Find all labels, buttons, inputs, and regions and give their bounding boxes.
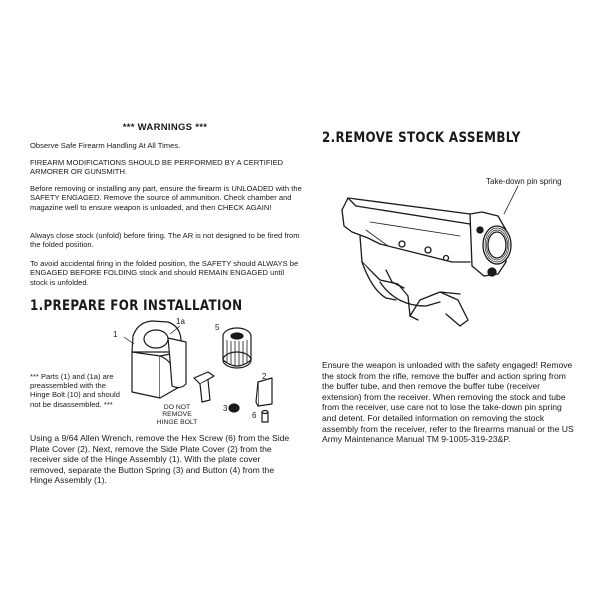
warning-safety-engaged: To avoid accidental firing in the folded position, the SAFETY should ALWAYS be ENGAGED BEFORE FOLDING stock and should REMAIN ENGAGED until stock is unfolded. xyxy=(30,259,299,287)
section2-instructions: Ensure the weapon is unloaded with the safety engaged! Remove the stock from the rifle, remove the buffer and action spring from the buffer tube, and then remove the buffer tube (receiver extension) from the receiver. When removing the stock and tube from the receiver, use care not to lose the take-down pin spring and detent. For detailed information on removing the stock assembly from the receiver, refer to the firearms manual or the US Army Maintenance Manual TM 9-1005-319-23&P. xyxy=(322,360,574,445)
do-not-remove-label: DO NOT REMOVE HINGE BOLT xyxy=(156,404,198,426)
warnings-title: *** WARNINGS *** xyxy=(122,122,208,133)
section1-heading: 1.PREPARE FOR INSTALLATION xyxy=(30,298,243,314)
label-part-2: 2 xyxy=(262,372,267,381)
warning-fold: Always close stock (unfold) before firing. The AR is not designed to be fired from the folded position. xyxy=(30,231,300,250)
preassembled-note: *** Parts (1) and (1a) are preassembled with the Hinge Bolt (10) and should not be disassembled. *** xyxy=(30,372,120,409)
warning-safe-handling: Observe Safe Firearm Handling At All Times. xyxy=(30,141,181,150)
section2-heading: 2.REMOVE STOCK ASSEMBLY xyxy=(322,130,521,146)
section1-instructions: Using a 9/64 Allen Wrench, remove the Hex Screw (6) from the Side Plate Cover (2). Next, remove the Side Plate Cover (2) from the receiver side of the Hinge Assembly (1). With the plate cover removed, separate the Button Spring (3) and Button (4) from the Hinge Assembly (1). xyxy=(30,433,290,486)
label-part-1: 1 xyxy=(113,330,118,339)
label-part-6: 6 xyxy=(252,411,257,420)
warning-unloaded: Before removing or installing any part, ensure the firearm is UNLOADED with the SAFETY ENGAGED. Remove the source of ammunition. Check chamber and magazine well to ensure weapon is unloaded, and then CHECK AGAIN! xyxy=(30,184,302,212)
label-part-5: 5 xyxy=(215,323,220,332)
take-down-pin-hole xyxy=(488,268,496,276)
label-part-3: 3 xyxy=(223,404,228,413)
warning-modifications: FIREARM MODIFICATIONS SHOULD BE PERFORMED BY A CERTIFIED ARMORER OR GUNSMITH. xyxy=(30,158,284,177)
take-down-pin-spring-callout: Take-down pin spring xyxy=(486,177,562,186)
label-part-1a: 1a xyxy=(176,317,185,326)
